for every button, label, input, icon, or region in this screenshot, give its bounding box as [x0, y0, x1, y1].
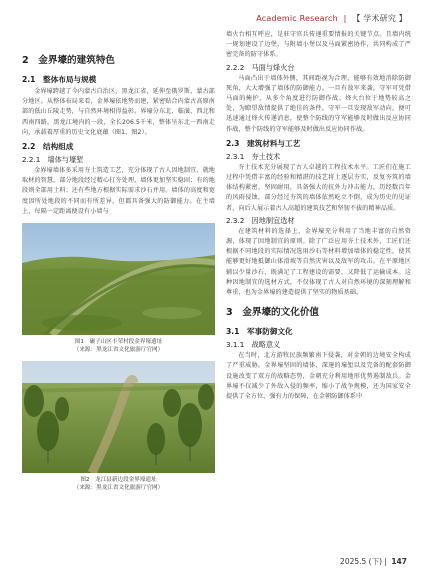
journal-name: Academic Research [256, 14, 338, 23]
figure-1-caption [22, 338, 215, 355]
subsection-2-2-1-paragraph: 金界壕墙体多采用夯土筑造工艺，充分体现了古人因地制宜、就地取材的智慧。部分地段经过精心打夯处理，墙体更加坚实稳固；有的地段则全部用土料；还有些地方根据实际需求沙石并用。墙体的高度和宽度因所处地段的不同而有所差异，但都具备强大的防御能力。在主墙上，每隔一定距离便设有小墙与 [22, 167, 215, 215]
subsection-2-3-heading: 2.3 建筑材料与工艺 [226, 138, 301, 148]
figure-2 [22, 361, 215, 493]
section-2-heading: 2 金界壕的建筑特色 [22, 55, 116, 66]
issue-date: 2025.5 (下) [340, 557, 383, 566]
section-category: 【 学术研究 】 [352, 14, 407, 23]
subsection-2-2-1-heading: 2.2.1 墙体与壕堑 [22, 155, 84, 165]
footer-separator: | [384, 557, 387, 566]
figure-2-caption [22, 476, 215, 493]
section-3-heading: 3 金界壕的文化价值 [226, 307, 320, 319]
page-number: 147 [391, 557, 407, 566]
subsection-2-1-heading: 2.1 整体布局与规模 [22, 75, 97, 84]
subsection-2-2-2-heading: 2.2.2 马面与烽火台 [226, 62, 295, 72]
subsection-2-2-2-paragraph: 马面凸出于墙体外侧，其间距视为合理，能够有效地消除防御死角，大大增强了墙体的防御能力。一旦有敌军来袭，守军可凭借马面的掩护，从多个角度进行防御作战。烽火台位于地势较高之处，为瞭望敌情提供了绝佳的条件。守军一旦发现敌军动向，便可迅速通过烽火传递消息，使整个防线的守军能够及时做出反应协同作战，整个防线的守军能够及时做出反应协同作战。 [226, 74, 411, 133]
figure-1-caption-title: 图1 碾子山区丰荣村段金界壕遗址 [74, 339, 163, 346]
figure-2-caption-source: （来源：黑龙江省文化旅游厅官网） [73, 485, 164, 492]
figure-1-photo [22, 223, 215, 335]
subsection-2-3-2-heading: 2.3.2 因地制宜选材 [226, 215, 295, 225]
figure-1 [22, 223, 215, 355]
subsection-2-3-2-paragraph: 在建筑材料的选择上，金界壕充分利用了当地丰富的自然资源，体现了因地制宜的原则。除了广泛应用夯土技术外，工匠们还根据不同地段的实际情况选用沙石等材料增加墙体的稳定性，使其能够更好地抵御山体滑坡等自然灾害以及敌军的攻击。在平原地区辅以少量沙石，既满足了工程建设的需要，又降低了运输成本。这种因地制宜的选材方式，不仅体现了古人对自然环境的深刻理解和尊重，也为金界壕的建造提供了坚实的物质基础。 [226, 227, 411, 297]
subsection-3-1-heading: 3.1 军事防御文化 [226, 327, 293, 337]
left-column [22, 50, 215, 499]
page-footer [340, 556, 407, 567]
subsection-3-1-1-paragraph: 在当时，北方游牧民族频繁南下侵袭，对金朝的边境安全构成了严重威胁。金界壕坚固的墙体、深邃的壕堑以及完备的配套防御设施改变了双方的战略态势，金朝充分利用地形优势遏制敌兵。金界壕不仅减少了外敌入侵的频率，缩小了战争规模，还为国家安全提供了全方位、强有力的保障，在金朝防御体系中 [226, 352, 411, 401]
running-header [256, 13, 407, 25]
right-column [226, 30, 411, 402]
subsection-2-1-paragraph: 金界壕跨越了今内蒙古自治区、黑龙江省，延伸至俄罗斯、蒙古部分地区。从整体布局来看，金界壕依地势而建，紧密贴合内蒙古高原南部的低山丘陵走势，与自然环境相得益彰。界壕分东北、临潢、西北和西南四路，黑龙江境内的一段，全长206.5千米，整体呈东北一西南走向，承载着厚重的历史文化底蕴（图1、图2）。 [22, 88, 215, 136]
figure-2-caption-title: 图2 龙江县新边段金界壕遗址 [80, 476, 157, 483]
subsection-3-1-1-heading: 3.1.1 战略意义 [226, 340, 281, 350]
figure-1-caption-source: （来源：黑龙江省文化旅游厅官网） [73, 347, 164, 354]
subsection-2-3-1-heading: 2.3.1 夯土技术 [226, 151, 281, 161]
continued-paragraph: 墙火台相互呼应，是驻守官兵传递重要情报的关键节点。且墙内统一规划建设了边堡，与附墙小堡以及马面紧密协作，共同构成了严密完备的防守体系。 [226, 31, 411, 59]
subsection-2-3-1-paragraph: 夯土技术充分展现了古人卓越的工程技术水平。工匠们在施工过程中凭借丰富的经验和精湛的技艺将土逐层夯实，反复夯筑的墙体结构紧密、坚固耐用，具备强大的抗外力冲击能力，历经数百年的风雨侵蚀，部分经过夯筑的墙体依然屹立不倒，成为历史的见证者，向后人展示着古人高超的建筑技艺和坚韧不拔的精神品质。 [226, 163, 411, 212]
header-separator: | [343, 14, 347, 23]
figure-2-photo [22, 361, 215, 473]
subsection-2-2-heading: 2.2 结构组成 [22, 142, 74, 152]
